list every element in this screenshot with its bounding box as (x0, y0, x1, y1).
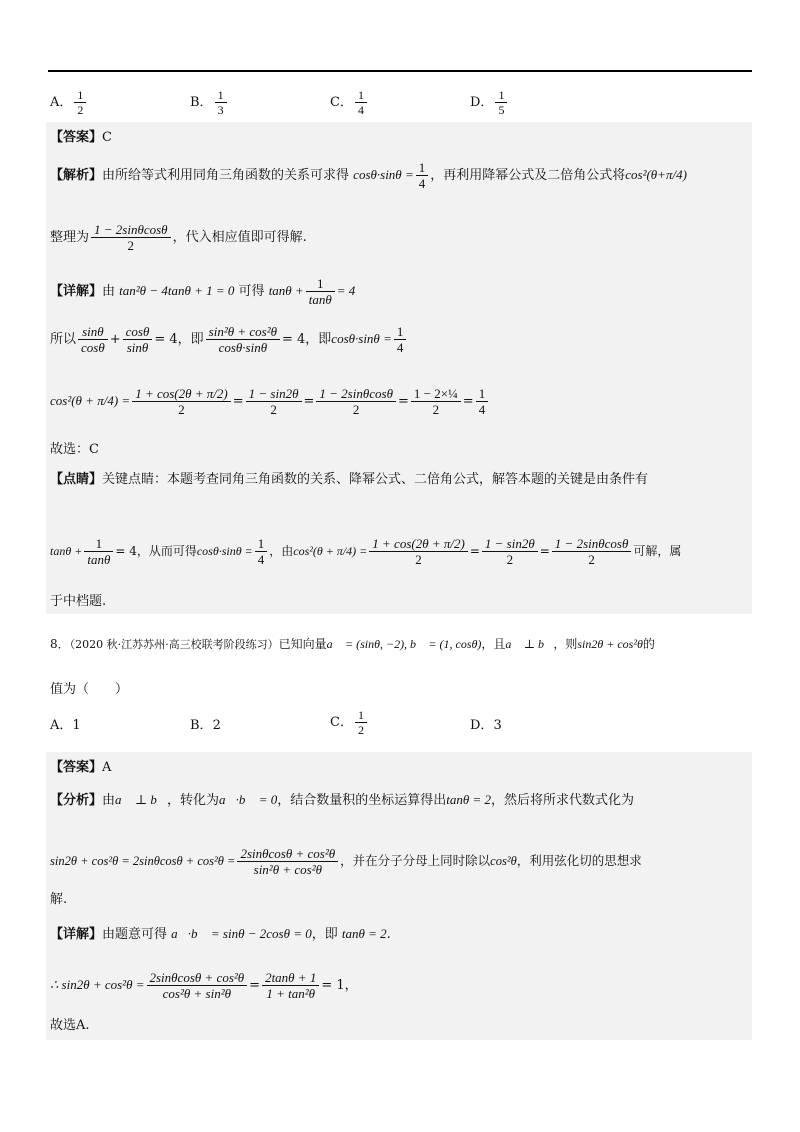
q7-detail-line1: 【详解】由 tan²θ − 4tanθ + 1 = 0 可得 tanθ + $\frac{1}{\tan\theta}$ = 4 (50, 276, 356, 307)
q8-choose: 故选A. (50, 1018, 90, 1033)
q7-comment-line3: 于中档题. (50, 594, 107, 609)
q7-option-c: C． $\frac{1}{4}$ (330, 88, 369, 117)
q8-detail-line1: 【详解】由题意可得 a⃗·b⃗ = sinθ − 2cosθ = 0，即 tanθ = 2. (50, 926, 391, 942)
q7-comment-line1: 【点睛】关键点睛：本题考查同角三角函数的关系、降幂公式、二倍角公式，解答本题的关键是由条件有 (50, 472, 649, 487)
q8-analysis-line2: sin2θ + cos²θ = 2sinθcosθ + cos²θ = $\frac{\text{2sinθcosθ + cos²θ}}{\text{sin²θ + cos²θ}}$ ，并在分子分母上同时除以cos²θ，利用弦化切的思想求 (50, 846, 642, 877)
q8-option-d: D．3 (470, 718, 502, 733)
q8-option-c: C． $\frac{1}{2}$ (330, 708, 369, 737)
q8-analysis-line1: 【分析】由a⃗ ⊥ b⃗，转化为a⃗·b⃗ = 0，结合数量积的坐标运算得出tanθ = 2，然后将所求代数式化为 (50, 792, 635, 808)
q7-analysis-line2: 整理为 $\frac{1 - 2\sin\theta\cos\theta}{2}$ ，代入相应值即可得解. (50, 222, 307, 253)
q8-stem-line2: 值为（ ） (50, 682, 129, 697)
q7-comment-line2: tanθ + $\frac{1}{\tan\theta}$ = 4，从而可得cosθ·sinθ = $\frac{1}{4}$ ，由cos²(θ + π/4) = $\frac{1 + \cos(2\theta + \pi/2)}{2}$ = $\frac{1 - \sin 2\theta}{2}$ = $\frac{1 - 2\sin\theta\cos\theta}{2}$ 可解，属 (50, 536, 682, 567)
q8-stem-line1: 8．（2020 秋·江苏苏州·高三校联考阶段练习）已知向量a⃗ = (sinθ, −2), b⃗ = (1, cosθ)，且a⃗ ⊥ b⃗，则sin2θ + cos²θ的 (50, 637, 655, 651)
q7-choose: 故选：C (50, 442, 99, 457)
q7-detail-line2: 所以 $\frac{\sin\theta}{\cos\theta}$ + $\frac{\cos\theta}{\sin\theta}$ = 4，即 $\frac{\text{sin²θ + cos²θ}}{\cos\theta\cdot\sin\theta}$ = 4，即cosθ·sinθ = $\frac{1}{4}$ (50, 324, 408, 355)
q8-option-b: B．2 (190, 718, 221, 733)
q7-answer: 【答案】C (50, 130, 112, 145)
q7-option-b: B． $\frac{1}{3}$ (190, 88, 229, 117)
q8-answer: 【答案】A (50, 760, 112, 775)
q8-option-a: A．1 (50, 718, 81, 733)
top-rule (48, 70, 752, 72)
q7-analysis-line1: 【解析】由所给等式利用同角三角函数的关系可求得 cosθ·sinθ = $\frac{1}{4}$ ，再利用降幂公式及二倍角公式将cos²(θ+π/4) (50, 160, 687, 191)
q7-option-a: A． $\frac{1}{2}$ (50, 88, 88, 117)
q8-detail-line2: ∴ sin2θ + cos²θ = $\frac{\text{2sinθcosθ + cos²θ}}{\text{cos²θ + sin²θ}}$ = $\frac{2\tan\theta + 1}{\text{1 + tan²θ}}$ = 1， (50, 970, 358, 1001)
q7-detail-line3: cos²(θ + π/4) = $\frac{1 + \cos(2\theta + \pi/2)}{2}$ = $\frac{1 - \sin 2\theta}{2}$ = $\frac{1 - 2\sin\theta\cos\theta}{2}$ = $\frac{\text{1 − 2×¼}}{2}$ = $\frac{1}{4}$ (50, 386, 490, 417)
q7-option-d: D． $\frac{1}{5}$ (470, 88, 509, 117)
q8-analysis-line3: 解. (50, 892, 68, 907)
